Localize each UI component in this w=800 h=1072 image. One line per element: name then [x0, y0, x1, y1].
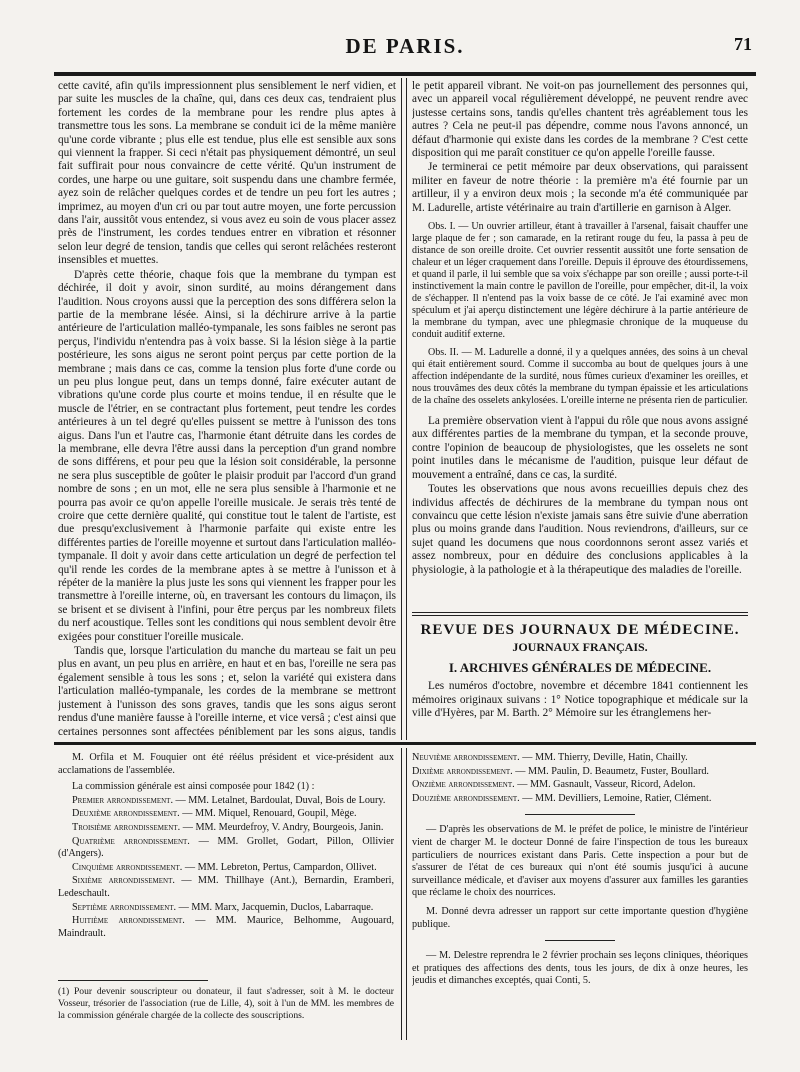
revue-section: [412, 618, 748, 738]
arrondissement-members: — MM. Thierry, Deville, Hatin, Chailly.: [522, 752, 688, 763]
bottom-section-rule: [54, 742, 756, 745]
arrondissement-members: — MM. Maurice, Belhomme, Augouard, Maindrault.: [58, 915, 394, 939]
observation-2: Obs. II. — M. Ladurelle a donné, il y a quelques années, des soins à un cheval qui était entièrement sourd. Comme il succomba au bout de quelques jours à une affection indépendante de la surdité, nous fûmes curieux d'examiner les oreilles, et nous trouvâmes des deux côtés la membrane du tympan épaissie et les articulations de la chaîne des osselets ankylosées. L'oreille interne ne présenta rien de particulier.: [412, 347, 748, 407]
assembly-intro: M. Orfila et M. Fouquier ont été réélus président et vice-président aux acclamations de l'assemblée.: [58, 752, 394, 776]
right-paragraph-1: le petit appareil vibrant. Ne voit-on pas journellement des personnes qui, avec un appareil vocal régulièrement développé, ne peuvent rendre avec justesse certains sons, tandis qu'elles chantent très agréablement tous les autres ? Cela ne peut-il pas dépendre, comme nous l'avons annoncé, un défaut d'harmonie qui existe dans les cordes de la membrane ? C'est cette disposition qui me paraît constituer ce qu'on appelle l'oreille fausse.: [412, 80, 748, 160]
arrondissement-entry: [58, 836, 394, 861]
bottom-column-divider: [401, 748, 407, 1040]
revue-title: REVUE DES JOURNAUX DE MÉDECINE.: [420, 622, 740, 638]
news-item-2: M. Donné devra adresser un rapport sur cette importante question d'hygiène publique.: [412, 905, 748, 930]
bottom-left-column: [58, 752, 394, 1012]
arrondissement-entry: [412, 779, 748, 792]
arrondissement-name: Troisième arrondissement.: [72, 821, 181, 833]
revue-rule-top: [412, 612, 748, 613]
left-column-article: [58, 80, 396, 736]
commission-intro: La commission générale est ainsi composée pour 1842 (1) :: [72, 781, 315, 793]
arrondissement-entry: [58, 862, 394, 875]
revue-text: Les numéros d'octobre, novembre et décembre 1841 contiennent les mémoires originaux suivans : 1° Notice topographique et médicale sur la ville d'Hyères, par M. Barth. 2° Mémoire sur les étranglemens her-: [412, 680, 748, 720]
header-title: DE PARIS.: [345, 34, 465, 58]
footnote-rule: [58, 980, 208, 981]
arrondissement-members: — MM. Paulin, D. Beaumetz, Fuster, Boullard.: [515, 765, 709, 777]
observation-1: Obs. I. — Un ouvrier artilleur, étant à travailler à l'arsenal, faisait chauffer une large plaque de fer ; son camarade, en la retirant rouge du feu, la passa à peu de distance de son oreille droite. Cet ouvrier ressentit aussitôt une forte sensation de chaleur et un léger craquement dans l'oreille. Depuis il éprouve des étourdissemens, et quand il parle, il lui semble que sa voix s'échappe par son oreille ; aussi porte-t-il instinctivement la main contre le pavillon de l'oreille, pour empêcher, dit-il, la voix de s'échapper. Il n'entend pas la voix basse de ce côté. Je l'ai examiné avec mon spéculum et j'ai aperçu distinctement une légère déchirure à la partie antérieure de la membrane du tympan, avec une phlegmasie chronique de la muqueuse du conduit auditif externe.: [412, 221, 748, 341]
arrondissement-members: — MM. Grollet, Godart, Pillon, Ollivier (d'Angers).: [58, 835, 394, 860]
left-paragraph-1: cette cavité, afin qu'ils impressionnent plus sensiblement le nerf vidien, et par suite les muscles de la chaîne, qui, dans ces deux cas, tendraient plus fortement les cordes de la membrane pour les rendre plus aptes à transmettre tous les sons. La membrane se conduit ici de la même manière qu'une corde vibrante ; plus elle est tendue, plus elle est sensible aux sons qui viennent la frapper. Si ceci n'était pas physiquement démontré, un seul fait suffirait pour nous convaincre de cette vérité. Qu'un instrument de cordes, une harpe ou une guitare, soit suspendu dans une chambre fermée, ayez soin de relâcher quelques cordes et de tendre un peu fort les autres ; imprimez, au moyen d'un cri ou par tout autre moyen, une forte percussion dans l'air, aussitôt vous entendez, si vous avez eu soin de vous placer assez près de l'instrument, les cordes tendues entrer en vibration et résonner selon leur degré de tension, tandis que celles qui seront relâchées resteront insensibles et muettes.: [58, 80, 396, 267]
arrondissement-entry: [58, 795, 394, 808]
arrondissement-entry: [412, 752, 748, 765]
arrondissement-members: — MM. Gasnault, Vasseur, Ricord, Adelon.: [517, 779, 696, 791]
news-item-1: — D'après les observations de M. le préfet de police, le ministre de l'intérieur vient de charger M. le docteur Donné de faire l'inspection de tous les bureaux particuliers de nourrices existant dans Paris. Cette inspection a pour but de s'assurer de l'état de ces bureaux qui n'ont été soumis jusqu'ici à aucune surveillance médicale, et d'aviser aux moyens d'assurer aux familles les garanties que réclame le choix des nourrices.: [412, 824, 748, 899]
arrondissement-entry: [58, 875, 394, 900]
arrondissement-entry: [58, 902, 394, 915]
arrondissement-members: — MM. Miquel, Renouard, Goupil, Mège.: [182, 808, 357, 820]
arrondissement-name: Dixième arrondissement.: [412, 765, 513, 777]
arrondissement-name: Premier arrondissement.: [72, 794, 173, 806]
arrondissement-entry: [412, 793, 748, 806]
right-column-article: [412, 80, 748, 610]
arrondissement-name: Deuxième arrondissement.: [72, 808, 180, 820]
column-divider: [401, 78, 407, 740]
arrondissement-name: Septième arrondissement.: [72, 901, 177, 913]
arrondissement-name: Neuvième arrondissement.: [412, 752, 520, 763]
closing-paragraph-1: La première observation vient à l'appui du rôle que nous avons assigné aux différentes parties de la membrane du tympan, et la seconde prouve, contre l'opinion de beaucoup de physiologistes, que les osselets ne sont point inutiles dans le mécanisme de l'audition, puisque leur défaut de mouvement a entraîné, dans ce cas, la surdité.: [412, 415, 748, 481]
bottom-right-column: [412, 752, 748, 1032]
arrondissement-name: Sixième arrondissement.: [72, 875, 175, 887]
arrondissement-name: Quatrième arrondissement.: [72, 835, 190, 847]
news-item-3: — M. Delestre reprendra le 2 février prochain ses leçons cliniques, théoriques et pratiques des affections des dents, tous les jours, de dix à onze heures, les jeudis et dimanches exceptés, quai Conti, 5.: [412, 950, 748, 987]
arrondissement-name: Onzième arrondissement.: [412, 779, 515, 791]
left-paragraph-3: Tandis que, lorsque l'articulation du manche du marteau se fait un peu plus en avant, un peu plus en arrière, en haut et en bas, l'oreille ne sera pas également sensible à tous les sons ; et, selon la variété qui existera dans l'articulation malléo-tympanale, les cordes de la membrane se mettront justement à l'unisson des sons graves, tandis que les sons aigus seront rendus d'une manière fausse à l'oreille interne, et vice versâ ; c'est ainsi que certaines personnes sont affectées péniblement par les sons aigus, tandis: [58, 645, 396, 736]
arrondissement-members: — MM. Meurdefroy, V. Andry, Bourgeois, Janin.: [182, 821, 384, 833]
arrondissement-name: Huitième arrondissement.: [72, 915, 185, 927]
arrondissement-entry: [58, 915, 394, 940]
news-separator: [525, 814, 635, 815]
arrondissement-entry: [58, 822, 394, 835]
arrondissement-members: — MM. Thillhaye (Ant.), Bernardin, Eramberi, Ledeschault.: [58, 875, 394, 899]
revue-subtitle: JOURNAUX FRANÇAIS.: [512, 640, 648, 655]
arrondissement-name: Douzième arrondissement.: [412, 792, 520, 804]
revue-section-heading: I. ARCHIVES GÉNÉRALES DE MÉDECINE.: [448, 659, 712, 675]
page-header: [54, 30, 756, 70]
right-paragraph-2: Je terminerai ce petit mémoire par deux observations, qui paraissent militer en faveur de notre théorie : la première m'a été fournie par un artilleur, il y a environ deux mois ; la seconde m'a été communiquée par M. Ladurelle, artiste vétérinaire au train d'artillerie en garnison à Alger.: [412, 161, 748, 214]
footnote: (1) Pour devenir souscripteur ou donateur, il faut s'adresser, soit à M. le docteur Vosseur, trésorier de l'association (rue de Lille, 4), soit à l'un de MM. les membres de la commission générale chargée de la collecte des souscriptions.: [58, 986, 394, 1021]
arrondissement-members: — MM. Lebreton, Pertus, Campardon, Ollivet.: [184, 861, 377, 873]
arrondissement-entry: [58, 808, 394, 821]
arrondissement-members: — MM. Letalnet, Bardoulat, Duval, Bois de Loury.: [175, 794, 386, 806]
arrondissement-members: — MM. Marx, Jacquemin, Duclos, Labarraque.: [178, 901, 374, 913]
revue-rule-top-2: [412, 615, 748, 616]
header-rule: [54, 72, 756, 76]
arrondissement-members: — MM. Devilliers, Lemoine, Ratier, Clément.: [522, 792, 712, 804]
left-paragraph-2: D'après cette théorie, chaque fois que la membrane du tympan est déchirée, il doit y avoir, sinon surdité, au moins dérangement dans l'audition. Nous croyons aussi que la perception des sons différera selon la partie de la membrane lésée. Ainsi, si la déchirure arrive à la partie antérieure de l'articulation malléo-tympanale, les sons faibles ne seront pas perçus, l'individu n'entendra pas à voix basse. Si la lésion siège à la partie postérieure, les sons aigus ne seront point perçus par cette portion de la membrane ; mais dans ce cas, comme la tension plus forte d'une corde ou un peu plus longue peut, dans un temps donné, faire exécuter autant de vibrations qu'une corde plus courte et moins tendue, il en résulte que le muscle de l'étrier, en se contractant plus fortement, peut tendre les cordes antérieures à un tel degré qu'elles puissent se mettre à l'unisson des tons aigus. Dans l'un et l'autre cas, l'harmonie étant détruite dans les cordes de la membrane, elle devra l'être aussi dans la perception d'un grand nombre de sons différens, et pour peu que la lésion soit considérable, la personne ne sera plus susceptible de goûter le plaisir produit par l'accord d'un grand nombre de sons ; en un mot, elle ne sera plus sensible à l'harmonie et ne pourra pas avoir ce qu'on appelle l'oreille musicale. Je serais très tenté de croire que cette dernière qualité, qui constitue tout le talent de l'artiste, est due presqu'exclusivement à l'harmonie parfaite qui existe entre les différentes parties de l'oreille moyenne et surtout dans l'articulation malléo-tympanale. Il doit y avoir dans cette articulation un degré de perfection tel qu'il rende les cordes de la membrane aptes à se mettre à l'unisson et à répéter de la manière la plus juste les sons qui viennent les frapper pour les transmettre à l'oreille interne, où, en traversant les contours du limaçon, ils se brisent et se divisent à l'infini, pour être perçus par les nombreux filets du nerf acoustique. Telles sont les conditions qui nous semblent devoir être exigées pour constituer l'oreille musicale.: [58, 268, 396, 643]
arrondissement-name: Cinquième arrondissement.: [72, 861, 183, 873]
arrondissement-entry: [412, 766, 748, 779]
news-separator: [545, 940, 615, 941]
closing-paragraph-2: Toutes les observations que nous avons recueillies depuis chez des individus affectés de déchirures de la membrane du tympan nous ont convaincu que cette lésion n'existe jamais sans être suivie d'une aberration plus ou moins grande dans l'audition. Nous reviendrons, d'ailleurs, sur ce sujet quand les documens que nous coordonnons seront assez variés et assez nombreux, pour en déduire des conclusions applicables à la physiologie, à la pathologie et à la thérapeutique des maladies de l'oreille.: [412, 483, 748, 576]
page-number: 71: [734, 34, 752, 54]
